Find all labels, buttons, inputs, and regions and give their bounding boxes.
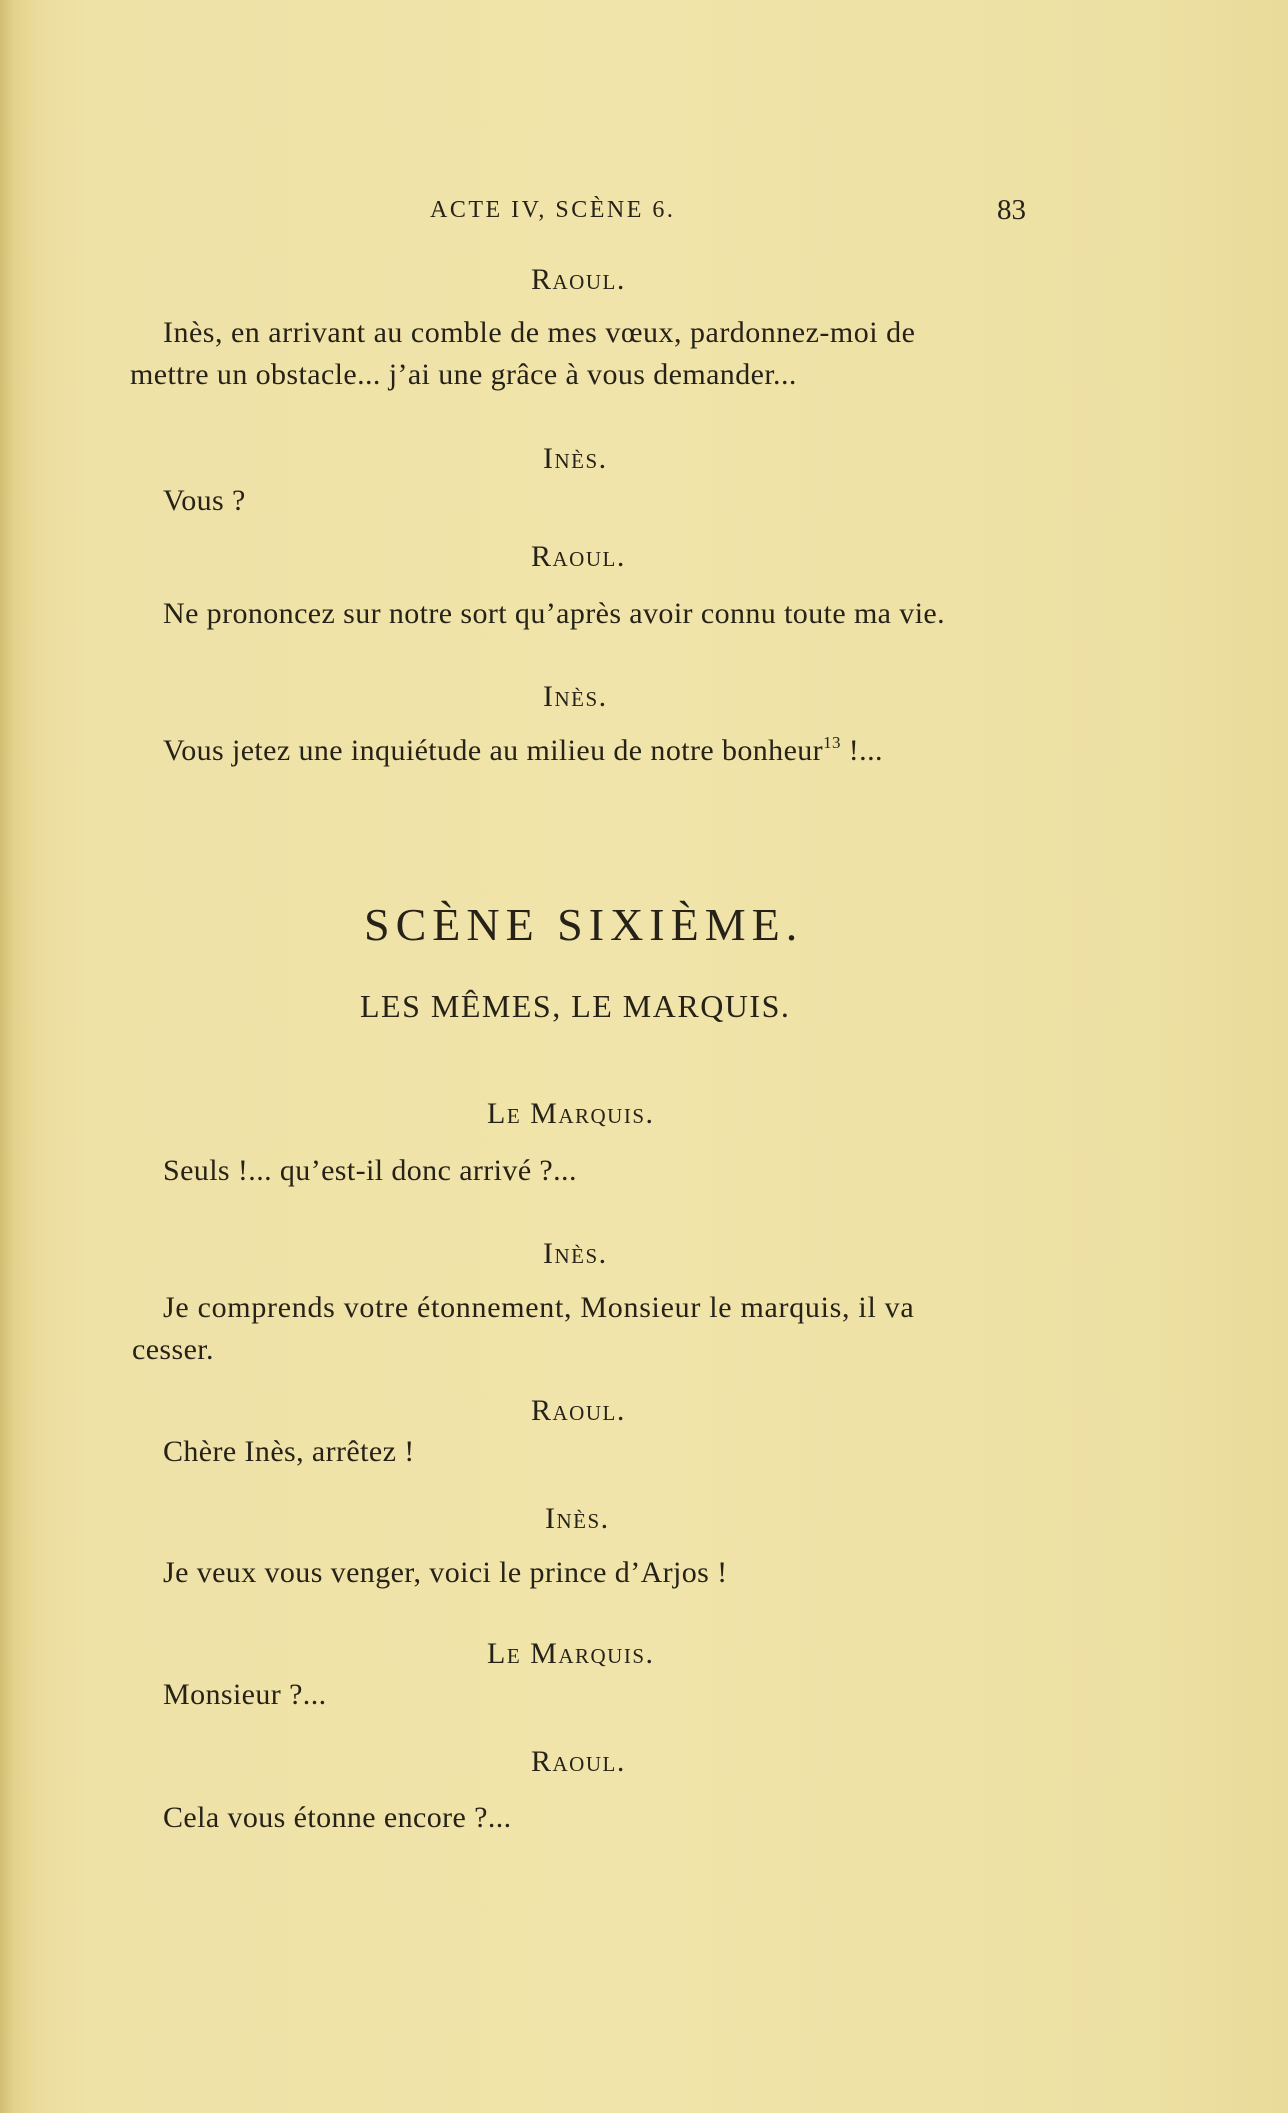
- speaker-ines: Inès.: [543, 680, 608, 713]
- page-number: 83: [997, 194, 1026, 226]
- speaker-ines: Inès.: [543, 442, 608, 475]
- dialogue-line: cesser.: [132, 1333, 214, 1366]
- speaker-ines: Inès.: [543, 1237, 608, 1270]
- running-head: ACTE IV, SCÈNE 6.: [430, 197, 676, 223]
- speaker-raoul: Raoul.: [531, 263, 626, 296]
- speaker-marquis: Le Marquis.: [487, 1637, 655, 1670]
- dialogue-text: Vous jetez une inquiétude au milieu de notre bonheur: [163, 734, 824, 767]
- dialogue-line: Chère Inès, arrêtez !: [163, 1435, 415, 1468]
- speaker-raoul: Raoul.: [531, 1394, 626, 1427]
- dialogue-line: mettre un obstacle... j’ai une grâce à vous demander...: [130, 358, 797, 391]
- dialogue-line: Inès, en arrivant au comble de mes vœux, pardonnez-moi de: [163, 316, 916, 349]
- dialogue-line: Ne prononcez sur notre sort qu’après avoir connu toute ma vie.: [163, 597, 946, 630]
- dialogue-line: Vous ?: [163, 484, 246, 517]
- dialogue-line: Monsieur ?...: [163, 1678, 327, 1711]
- speaker-ines: Inès.: [545, 1502, 610, 1535]
- dialogue-line: Seuls !... qu’est-il donc arrivé ?...: [163, 1154, 577, 1187]
- dialogue-line: Je veux vous venger, voici le prince d’Arjos !: [163, 1556, 728, 1589]
- dialogue-text-tail: !...: [840, 734, 883, 767]
- scene-title: SCÈNE SIXIÈME.: [364, 899, 804, 950]
- dialogue-line: Je comprends votre étonnement, Monsieur le marquis, il va: [163, 1291, 915, 1324]
- speaker-marquis: Le Marquis.: [487, 1097, 655, 1130]
- speaker-raoul: Raoul.: [531, 540, 626, 573]
- speaker-raoul: Raoul.: [531, 1745, 626, 1778]
- footnote-reference: 13: [823, 733, 841, 752]
- dialogue-line: Cela vous étonne encore ?...: [163, 1801, 512, 1834]
- dialogue-line: [163, 734, 883, 768]
- scene-cast: LES MÊMES, LE MARQUIS.: [360, 988, 791, 1024]
